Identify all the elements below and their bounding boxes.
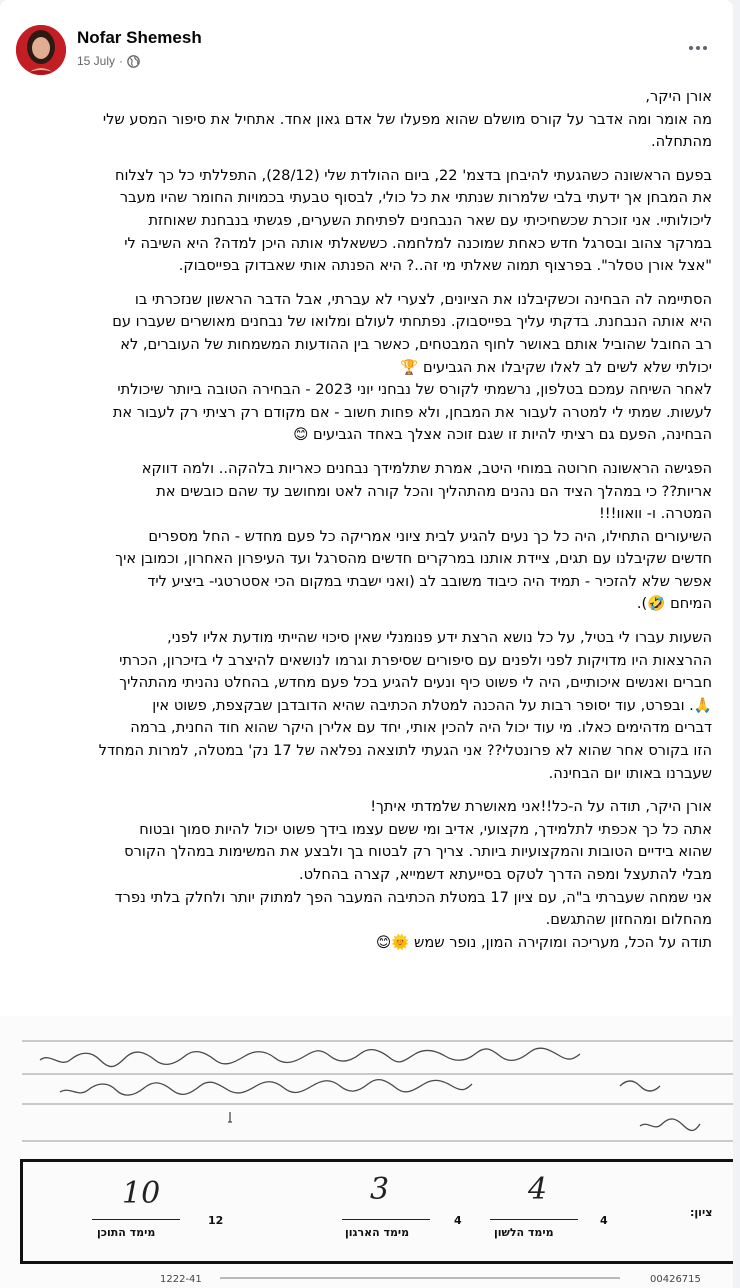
score-value-organization: 3 bbox=[370, 1172, 390, 1207]
post-paragraph bbox=[16, 458, 712, 616]
post-paragraph bbox=[16, 86, 712, 154]
score-prefix: ציון: bbox=[690, 1206, 713, 1219]
post-text-line: הפגישה הראשונה חרוטה במוחי היטב, אמרת שתלמידך נבחנים כאריות בלהקה.. ולמה דווקא bbox=[141, 459, 712, 477]
post-text-line: שעברנו באותו יום הבחינה. bbox=[548, 764, 712, 782]
post-text-line: חברים ואנשים איכותיים, היה לי פשוט כיף ונעים להגיע בכל פעם מחדש, בהחלט נהניתי מהתהליך bbox=[119, 674, 712, 692]
author-name[interactable]: Nofar Shemesh bbox=[77, 28, 202, 47]
exam-scan-image bbox=[0, 1016, 733, 1288]
score-value-content: 10 bbox=[122, 1176, 161, 1211]
post-text-line: אפשר שלא להזכיר - תמיד היה כיבוד משובב לב (ואני ישבתי במקום הכי אסטרטגי- ביציע ליד bbox=[147, 572, 712, 590]
score-line-language bbox=[490, 1219, 578, 1220]
post-text-line: מהחלום ומהחזון שהתגשם. bbox=[545, 911, 712, 929]
post-text-line: לאחר השיחה עמכם בטלפון, נרשמתי לקורס של נבחני יוני 2023 - הבחירה הטובה ביותר שיכולתי bbox=[117, 381, 712, 399]
post-text-line: המיחם 🤣). bbox=[636, 595, 712, 613]
post-text-line: הזו בקורס אחר שהוא לא פרונטלי?? אני הגעתי לתוצאה נפלאה של 17 נק' במטלה, למרות המחדל bbox=[98, 742, 712, 760]
post-text-line: מה אומר ומה אדבר על קורס מושלם שהוא מפעלו של אדם גאון אחד. אתחיל את סיפור המסע שלי bbox=[102, 110, 712, 128]
post-header bbox=[16, 22, 716, 78]
post-text-line: את המבחן אך ידעתי בלבי שלמרות שנתתי את כל כולי, לבסוף טבעתי בכמויות החומר שהיו מעבר bbox=[119, 189, 712, 207]
post-text-line: חדשים שקיבלנו עם תגים, ציידת אותנו במרקרים חדשים מהסרגל ועד העיפרון האחרון, וכמובן איך bbox=[115, 550, 712, 568]
post-text-line: שהוא בידיים הטובות והמקצועיות ביותר. צריך רק לבטוח בך ולבצע את המשימות במהלך הקורס bbox=[124, 843, 712, 861]
post-text-line: השיעורים התחילו, היה כל כך נעים להגיע לבית ציוני אמריקה כל פעם מחדש - החל מספרים bbox=[148, 527, 712, 545]
score-max-language: 4 bbox=[600, 1214, 608, 1227]
post-paragraph bbox=[16, 627, 712, 785]
globe-icon bbox=[127, 55, 140, 68]
more-options-button[interactable] bbox=[680, 30, 716, 66]
meta-separator: · bbox=[119, 54, 124, 68]
score-line-content bbox=[92, 1219, 180, 1220]
post-text-line: אורן היקר, תודה על ה-כל!!אני מאושרת שלמדתי איתך! bbox=[370, 798, 712, 816]
post-body bbox=[16, 86, 712, 965]
svg-text:1222-41: 1222-41 bbox=[160, 1274, 202, 1285]
more-options-icon bbox=[689, 46, 707, 50]
post-text-line: המטרה. ו- וואוו!!! bbox=[598, 505, 712, 523]
post-text-line: במרקר צהוב ובסרגל חדש כאחת שמוכנה למלחמה. כששאלתי אותה היכן למדה? היא השיבה לי bbox=[124, 234, 712, 252]
post-date[interactable]: 15 July bbox=[77, 54, 116, 68]
post-paragraph bbox=[16, 796, 712, 954]
post-text-line: הבחינה, הפעם גם רציתי להיות זו שגם זוכה אצלך באחד הגביעים 😊 bbox=[293, 426, 712, 444]
post-text-line: מהתחלה. bbox=[650, 133, 712, 151]
post-text-line: ההרצאות היו מדויקות לפני ולפנים עם סיפורים שסיפרת וגרמו לנושאים להיצרב לי בזיכרון, הכרתי bbox=[119, 651, 712, 669]
score-max-content: 12 bbox=[208, 1214, 224, 1227]
post-text-line: הסתיימה לה הבחינה וכשקיבלנו את הציונים, לצערי לא עברתי, אבל הדבר הראשון שנזכרתי בו bbox=[134, 290, 712, 308]
score-label-organization: מימד הארגון bbox=[345, 1226, 410, 1239]
post-text-line: בפעם הראשונה כשהגעתי להיבחן בדצמ' 22, ביום ההולדת שלי (28/12), התפללתי כל כך לצלוח bbox=[114, 166, 712, 184]
post-paragraph bbox=[16, 165, 712, 278]
post-meta bbox=[77, 54, 140, 68]
post-text-line: היא אותה הנבחנת. בדקתי עליך בפייסבוק. נפתחתי לעולם ומלואו של נבחנים מאושרים שעברו עם bbox=[112, 313, 712, 331]
post-text-line: רב החובל שהוביל אותם באושר לחוף המבטחים, כאשר בין ההודעות המשמחות של העוברים, לא bbox=[120, 335, 712, 353]
score-max-organization: 4 bbox=[454, 1214, 462, 1227]
post-text-line: אורן היקר, bbox=[645, 88, 712, 105]
score-line-organization bbox=[342, 1219, 430, 1220]
score-label-language: מימד הלשון bbox=[494, 1226, 554, 1239]
post-text-line: לעשות. שמתי לי למטרה לעבור את המבחן, ולא פחות חשוב - אם מקודם רק רציתי רק לעבור את bbox=[112, 403, 712, 421]
avatar-portrait-icon bbox=[16, 25, 66, 75]
post-text-line: 🙏. ובפרט, עוד יסופר רבות על ההכנה למטלת הכתיבה שהיא הדובדבן שבקצפת, פשוט אין bbox=[152, 696, 712, 714]
post-text-line: מבלי להתעצל ומפה הדרך לטקס בסייעתא דשמייא, קצרה בהחלט. bbox=[299, 866, 712, 883]
post-text-line: אריות?? כי במהלך הציד הם נהנים מהתהליך והכל קורה לאט ומחושב עד שהם כובשים את bbox=[156, 482, 712, 500]
post-text-line: אתה כל כך אכפתי לתלמידך, מקצועי, אדיב ומי ששם עצמו בידך פשוט יכול להיות סמוך ובטוח bbox=[139, 820, 712, 838]
post-text-line: דברים מדהימים כאלו. מי עוד יכול היה להכין אותי, יחד עם אלירן היקר שהוא חוד החנית, ברמה bbox=[130, 719, 712, 737]
post-paragraph bbox=[16, 289, 712, 447]
score-value-language: 4 bbox=[528, 1172, 548, 1207]
post-text-line: יכולתי שלא לשים לב לאלו שקיבלו את הגביעים 🏆 bbox=[400, 358, 712, 376]
post-text-line: השעות עברו לי בטיל, על כל נושא הרצת ידע פנומנלי שאין סיכוי שהייתי מודעת אליו לפני, bbox=[167, 629, 712, 647]
post-text-line: "אצל אורן טסלר". בפרצוף תמוה שאלתי מי זה..? היא הפנתה אותי שאבדוק בפייסבוק. bbox=[178, 257, 712, 275]
post-text-line: תודה על הכל, מעריכה ומוקירה המון, נופר שמש 🌞😊 bbox=[375, 933, 712, 951]
post-text-line: אני שמחה שעברתי ב"ה, עם ציון 17 במטלת הכתיבה המעבר הפך למתוק יותר ולחלק בלתי נפרד bbox=[114, 888, 712, 906]
post-text-line: ליכולותיי. אני זוכרת שכשחיכיתי עם שאר הנבחנים לפתיחת השערים, פגשתי בנבחנת שאוחזת bbox=[148, 211, 712, 229]
score-label-content: מימד התוכן bbox=[97, 1226, 156, 1239]
svg-text:00426715: 00426715 bbox=[650, 1274, 701, 1285]
author-avatar[interactable] bbox=[16, 25, 66, 75]
